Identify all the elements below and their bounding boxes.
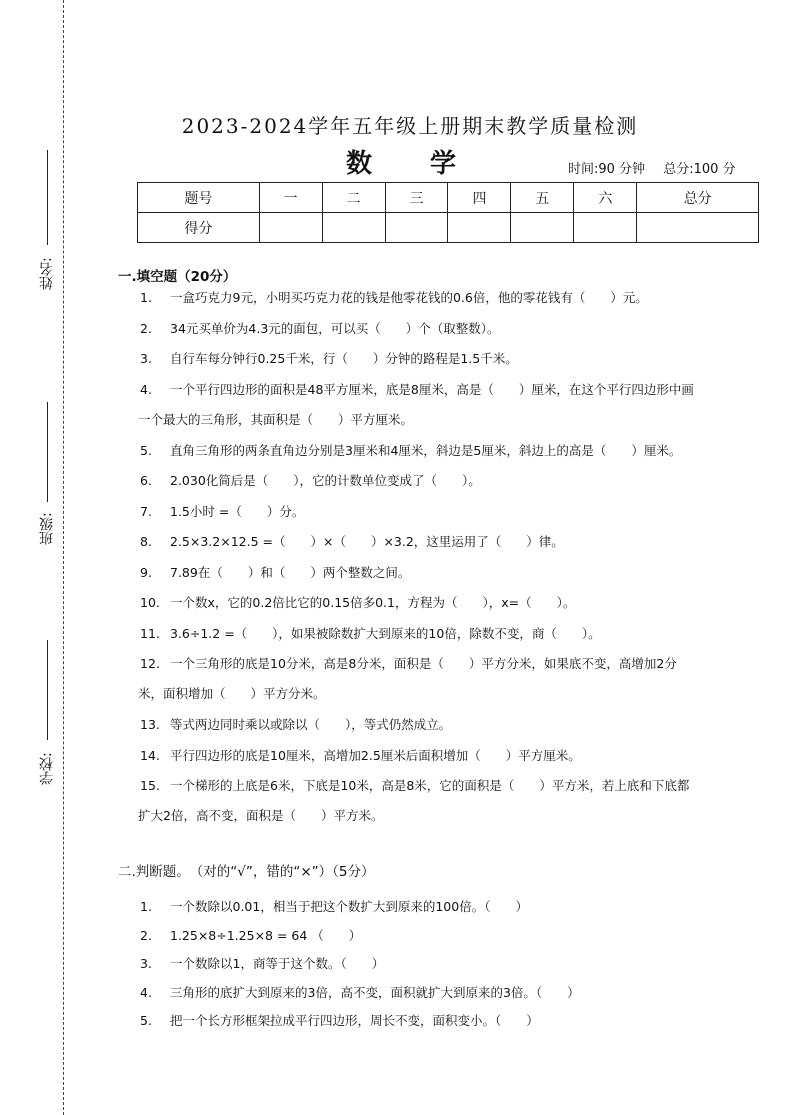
score-cell-header: 总分 <box>637 183 759 213</box>
question-number: 5. <box>140 1013 152 1028</box>
score-cell-blank[interactable] <box>637 213 759 243</box>
question-item <box>140 558 780 588</box>
question-item <box>140 619 780 649</box>
question-item <box>140 741 780 771</box>
score-cell-header: 六 <box>574 183 637 213</box>
exam-total-score: 总分:100 分 <box>663 162 736 177</box>
question-text: 1.25×8÷1.25×8 = 64 （ ） <box>170 927 362 943</box>
subject-title: 数学 <box>346 149 515 179</box>
exam-time: 时间:90 分钟 <box>568 162 646 177</box>
question-item <box>140 649 780 709</box>
question-item <box>140 1006 780 1036</box>
question-text: 一个数除以1，商等于这个数。（ ） <box>170 956 385 971</box>
question-item <box>140 466 780 496</box>
score-cell-blank[interactable] <box>259 213 322 243</box>
score-cell-blank[interactable] <box>574 213 637 243</box>
name-label: 姓名: <box>39 257 55 290</box>
score-table <box>137 182 759 243</box>
score-cell-label: 得分 <box>138 213 260 243</box>
question-text: 平行四边形的底是10厘米，高增加2.5厘米后面积增加（ ）平方厘米。 <box>170 747 581 763</box>
score-cell-blank[interactable] <box>385 213 448 243</box>
question-text: 自行车每分钟行0.25千米，行（ ）分钟的路程是1.5千米。 <box>170 351 518 366</box>
question-item <box>140 436 780 466</box>
question-item <box>140 949 780 979</box>
score-cell-label: 题号 <box>138 183 260 213</box>
question-item <box>140 314 780 344</box>
question-number: 4. <box>140 381 152 397</box>
question-text-continuation: 米，面积增加（ ）平方分米。 <box>138 686 326 701</box>
question-text: 一个数除以0.01，相当于把这个数扩大到原来的100倍。（ ） <box>170 899 528 914</box>
question-item <box>140 497 780 527</box>
question-text: 等式两边同时乘以或除以（ ），等式仍然成立。 <box>170 717 452 732</box>
question-number: 2. <box>140 927 152 943</box>
question-text: 34元买单价为4.3元的面包，可以买（ ）个（取整数）。 <box>170 320 500 336</box>
score-cell-header: 五 <box>511 183 574 213</box>
question-item <box>140 527 780 557</box>
question-number: 13. <box>140 717 160 732</box>
question-item <box>140 283 780 313</box>
school-blank-line <box>47 640 48 740</box>
question-item <box>140 921 780 951</box>
question-text: 一个三角形的底是10分米，高是8分米，面积是（ ）平方分米，如果底不变，高增加2分 <box>170 656 677 671</box>
question-number: 1. <box>140 899 152 914</box>
question-item <box>140 710 780 740</box>
question-text: 2.5×3.2×12.5 =（ ）×（ ）×3.2，这里运用了（ ）律。 <box>170 534 564 549</box>
question-text: 把一个长方形框架拉成平行四边形，周长不变，面积变小。（ ） <box>170 1013 539 1028</box>
score-table-score-row <box>138 213 759 243</box>
question-item <box>140 771 780 831</box>
question-item <box>140 892 780 922</box>
question-item <box>140 978 780 1008</box>
exam-title: 2023-2024学年五年级上册期末教学质量检测 <box>181 114 639 138</box>
question-number: 8. <box>140 534 152 549</box>
question-number: 1. <box>140 290 152 305</box>
question-text: 直角三角形的两条直角边分别是3厘米和4厘米，斜边是5厘米，斜边上的高是（ ）厘米。 <box>170 442 682 458</box>
question-number: 14. <box>140 747 160 763</box>
binding-dashed-line <box>63 0 64 1115</box>
question-text: 1.5小时 =（ ）分。 <box>170 503 305 519</box>
question-text: 三角形的底扩大到原来的3倍，高不变，面积就扩大到原来的3倍。（ ） <box>170 984 580 1000</box>
question-number: 6. <box>140 473 152 488</box>
question-number: 11. <box>140 625 160 641</box>
question-number: 4. <box>140 984 152 1000</box>
name-blank-line <box>47 150 48 245</box>
question-number: 15. <box>140 778 160 793</box>
question-text: 2.030化简后是（ ），它的计数单位变成了（ ）。 <box>170 473 481 488</box>
question-number: 12. <box>140 656 160 671</box>
question-number: 2. <box>140 320 152 336</box>
question-item <box>140 344 780 374</box>
question-number: 7. <box>140 503 152 519</box>
question-text: 3.6÷1.2 =（ ），如果被除数扩大到原来的10倍，除数不变，商（ ）。 <box>170 625 601 641</box>
section-heading-true-false: 二.判断题。 （对的“√”，错的“×”）（5分） <box>118 864 375 880</box>
class-label: 班级: <box>39 512 55 545</box>
question-text: 一盒巧克力9元，小明买巧克力花的钱是他零花钱的0.6倍，他的零花钱有（ ）元。 <box>170 290 648 305</box>
question-text: 一个梯形的上底是6米，下底是10米，高是8米，它的面积是（ ）平方米，若上底和下底都 <box>170 778 690 793</box>
score-cell-header: 一 <box>259 183 322 213</box>
question-item <box>140 588 780 618</box>
score-cell-blank[interactable] <box>322 213 385 243</box>
section-heading-fill-blank: 一.填空题（20分） <box>118 269 237 285</box>
school-label: 学校: <box>39 752 55 785</box>
score-table-header-row <box>138 183 759 213</box>
question-text: 7.89在（ ）和（ ）两个整数之间。 <box>170 564 411 580</box>
score-cell-blank[interactable] <box>511 213 574 243</box>
question-number: 10. <box>140 595 160 610</box>
exam-meta <box>568 158 750 177</box>
score-cell-blank[interactable] <box>448 213 511 243</box>
question-number: 3. <box>140 956 152 971</box>
question-text-continuation: 一个最大的三角形，其面积是（ ）平方厘米。 <box>138 411 414 427</box>
question-number: 3. <box>140 351 152 366</box>
score-cell-header: 二 <box>322 183 385 213</box>
question-text: 一个平行四边形的面积是48平方厘米，底是8厘米，高是（ ）厘米，在这个平行四边形中画 <box>170 381 694 397</box>
question-text-continuation: 扩大2倍，高不变，面积是（ ）平方米。 <box>138 808 384 823</box>
question-item <box>140 375 780 435</box>
question-number: 5. <box>140 442 152 458</box>
question-number: 9. <box>140 564 152 580</box>
score-cell-header: 四 <box>448 183 511 213</box>
question-text: 一个数x，它的0.2倍比它的0.15倍多0.1，方程为（ ），x=（ ）。 <box>170 595 576 610</box>
score-cell-header: 三 <box>385 183 448 213</box>
class-blank-line <box>47 402 48 502</box>
